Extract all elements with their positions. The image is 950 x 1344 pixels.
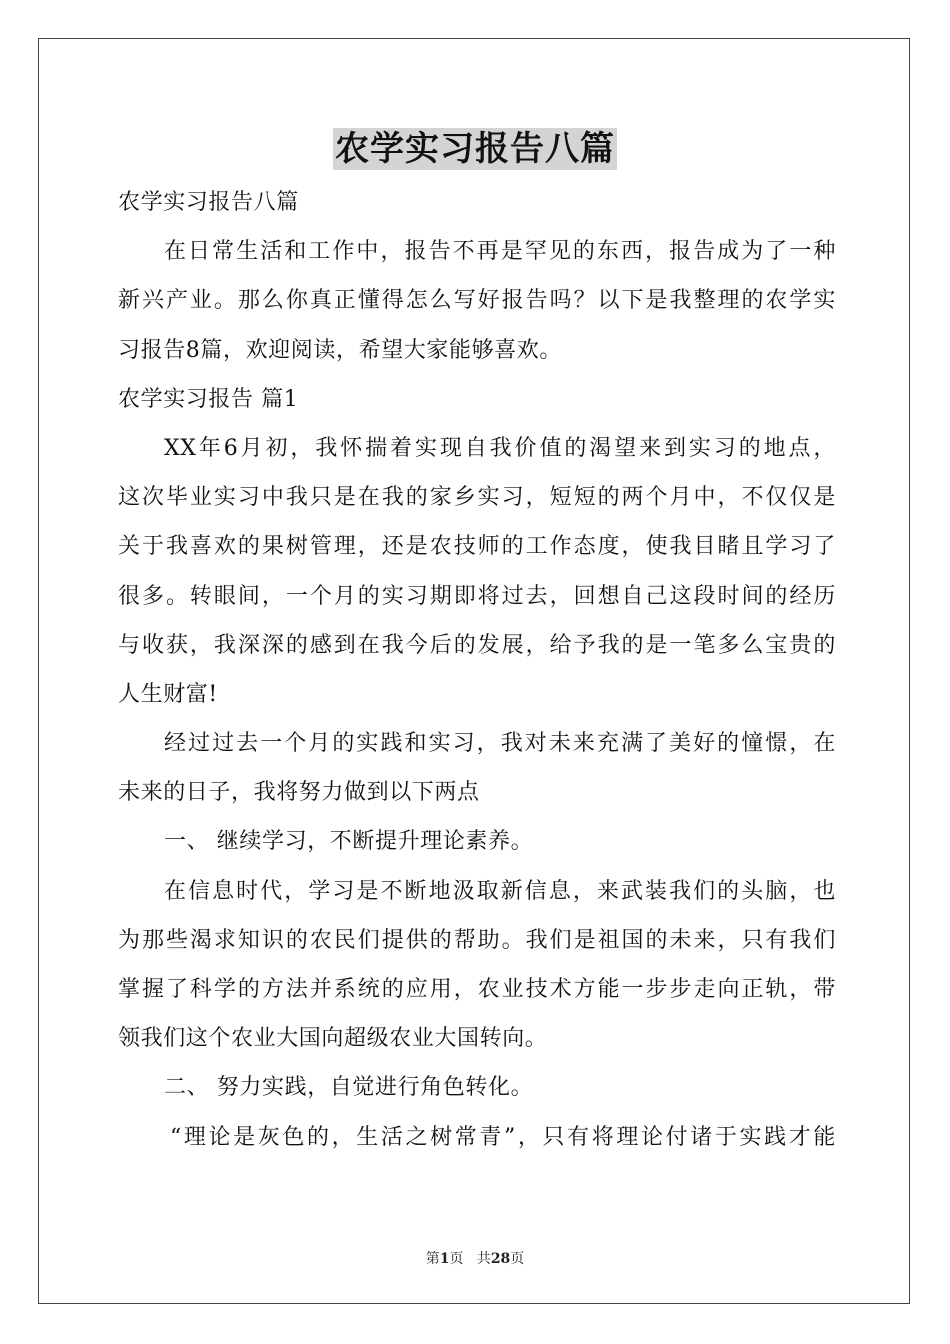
text-line: 为那些渴求知识的农民们提供的帮助。我们是祖国的未来，只有我们: [118, 927, 836, 953]
text-line: 经过过去一个月的实践和实习，我对未来充满了美好的憧憬，在: [164, 731, 836, 757]
text-line: “理论是灰色的，生活之树常青”，只有将理论付诸于实践才能: [170, 1124, 836, 1150]
footer-total-pages: 28: [490, 1251, 511, 1267]
text-line: 这次毕业实习中我只是在我的家乡实习，短短的两个月中，不仅仅是: [118, 485, 836, 511]
page-footer: [0, 1248, 950, 1268]
footer-page-number: 1: [439, 1251, 450, 1267]
text-line: 很多。转眼间，一个月的实习期即将过去，回想自己这段时间的经历: [118, 583, 836, 609]
text-line: 在日常生活和工作中，报告不再是罕见的东西，报告成为了一种: [164, 239, 836, 265]
text-line: XX年6月初，我怀揣着实现自我价值的渴望来到实习的地点，: [164, 435, 836, 461]
text-line: 新兴产业。那么你真正懂得怎么写好报告吗？以下是我整理的农学实: [118, 288, 836, 314]
document-title-text: 农学实习报告八篇: [335, 129, 615, 169]
list-heading-two: 二、 努力实践，自觉进行角色转化。: [164, 1075, 534, 1101]
text-line: 掌握了科学的方法并系统的应用，农业技术方能一步步走向正轨，带: [118, 977, 836, 1002]
text-line: 在信息时代，学习是不断地汲取新信息，来武装我们的头脑，也: [164, 878, 836, 904]
document-body: [118, 178, 836, 1162]
footer-page-suffix: 页: [449, 1251, 464, 1267]
document-title: [0, 128, 950, 170]
text-line: 与收获，我深深的感到在我今后的发展，给予我的是一笔多么宝贵的: [118, 632, 836, 658]
list-heading-one: 一、 继续学习，不断提升理论素养。: [164, 829, 534, 855]
footer-page-prefix: 第: [425, 1251, 440, 1267]
text-line: 习报告8篇，欢迎阅读，希望大家能够喜欢。: [118, 337, 562, 363]
text-line: 人生财富!: [118, 681, 218, 707]
text-line: 领我们这个农业大国向超级农业大国转向。: [118, 1026, 548, 1052]
text-line-subtitle: 农学实习报告八篇: [118, 190, 299, 215]
footer-total-suffix: 页: [510, 1251, 525, 1267]
text-line: 关于我喜欢的果树管理，还是农技师的工作态度，使我目睹且学习了: [118, 534, 836, 560]
footer-total-prefix: 共: [476, 1251, 491, 1267]
section-heading: 农学实习报告 篇1: [118, 386, 299, 412]
text-line: 未来的日子，我将努力做到以下两点: [118, 780, 480, 806]
